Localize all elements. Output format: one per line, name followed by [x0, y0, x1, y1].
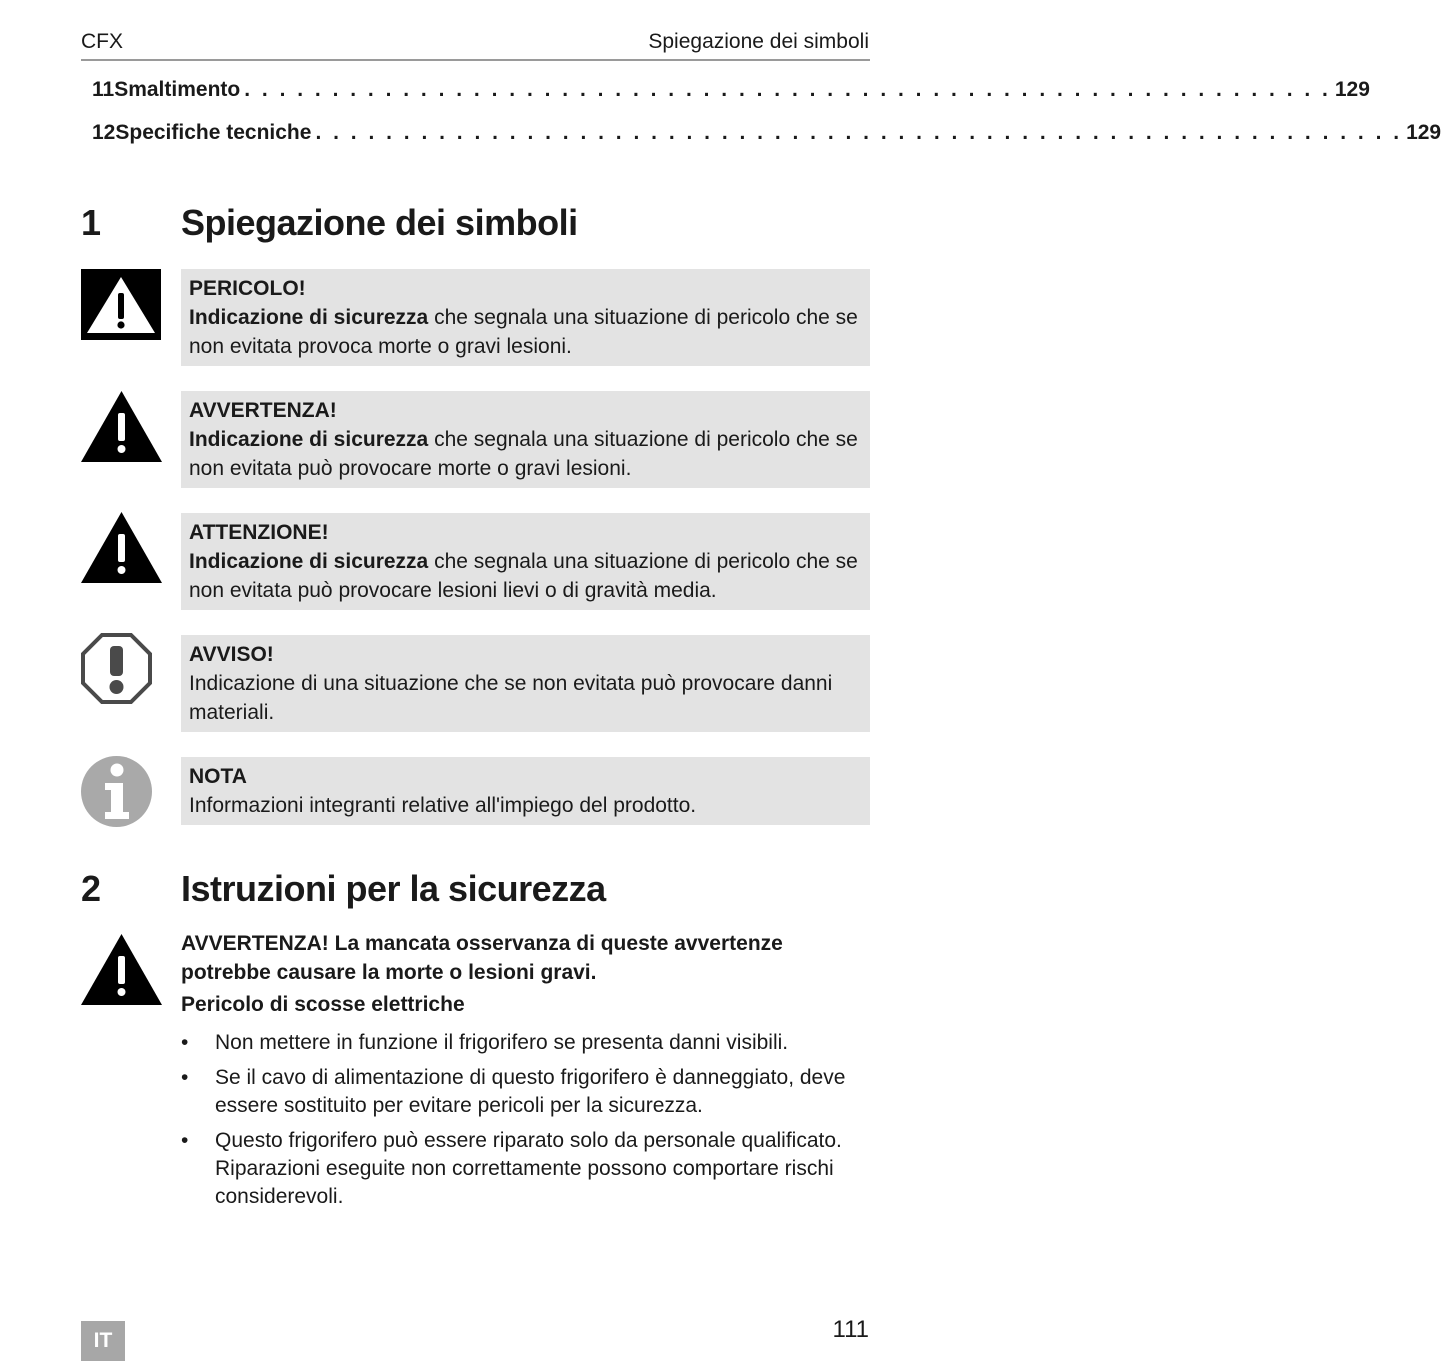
running-header-right: Spiegazione dei simboli	[648, 30, 869, 53]
header-rule	[81, 59, 870, 61]
toc-entry-title: Specifiche tecniche	[115, 121, 312, 144]
toc-entry-number: 12	[92, 121, 116, 144]
info-circle-icon	[81, 756, 152, 827]
warning-triangle-icon	[81, 934, 162, 1005]
note-box	[181, 757, 870, 825]
notice-text: Indicazione di sicurezza che segnala una situazione di pericolo che se non evitata può provocare morte o gravi lesioni.	[189, 428, 858, 480]
section-title: Spiegazione dei simboli	[181, 202, 578, 243]
toc-entry-title: Smaltimento	[114, 78, 241, 101]
notice-text: Indicazione di sicurezza che segnala una situazione di pericolo che se non evitata può provocare lesioni lievi o di gravità media.	[189, 550, 858, 602]
running-header-left: CFX	[81, 30, 123, 53]
language-tag: IT	[81, 1321, 125, 1361]
section-number: 1	[81, 202, 102, 243]
toc-leader-dots: . . . . . . . . . . . . . . . . . . . . . . . . . . . . . . . . . . . . . . . . . . . . . . . . . . . . . . . . . . . . . .	[315, 121, 1403, 144]
safety-warning-heading: AVVERTENZA! La mancata osservanza di queste avvertenze potrebbe causare la morte o lesioni gravi.	[181, 932, 783, 984]
notice-octagon-icon	[81, 633, 152, 704]
notice-title: AVVERTENZA!	[189, 399, 337, 422]
notice-text: Indicazione di una situazione che se non evitata può provocare danni materiali.	[189, 672, 833, 724]
list-item: • Questo frigorifero può essere riparato solo da personale qualificato. Riparazioni eseguite non correttamente possono comportare rischi considerevoli.	[181, 1127, 870, 1211]
toc-entry-page: 129	[1334, 78, 1370, 101]
section-number: 2	[81, 868, 102, 909]
warning-triangle-icon	[81, 391, 162, 462]
danger-square-icon	[81, 269, 161, 340]
toc-entry[interactable]	[81, 121, 1441, 151]
toc-leader-dots: . . . . . . . . . . . . . . . . . . . . . . . . . . . . . . . . . . . . . . . . . . . . . . . . . . . . . . . . . . . . . .	[244, 78, 1331, 101]
toc-entry[interactable]	[81, 78, 1370, 108]
warning-notice-box	[181, 391, 870, 488]
page-number: 111	[832, 1316, 869, 1343]
notice-title: ATTENZIONE!	[189, 521, 329, 544]
list-item: • Non mettere in funzione il frigorifero se presenta danni visibili.	[181, 1029, 870, 1057]
list-item: • Se il cavo di alimentazione di questo frigorifero è danneggiato, deve essere sostituito per evitare pericoli per la sicurezza.	[181, 1064, 870, 1120]
caution-triangle-icon	[81, 512, 162, 583]
subheading: Pericolo di scosse elettriche	[181, 993, 465, 1016]
section-title: Istruzioni per la sicurezza	[181, 868, 606, 909]
toc-entry-number: 11	[92, 78, 115, 101]
notice-text: Indicazione di sicurezza che segnala una situazione di pericolo che se non evitata provoca morte o gravi lesioni.	[189, 306, 858, 358]
toc-entry-page: 129	[1406, 121, 1441, 144]
notice-title: PERICOLO!	[189, 277, 306, 300]
danger-notice-box	[181, 269, 870, 366]
notice-title: NOTA	[189, 765, 247, 788]
safety-bullet-list	[181, 1029, 870, 1218]
notice-box	[181, 635, 870, 732]
notice-title: AVVISO!	[189, 643, 274, 666]
caution-notice-box	[181, 513, 870, 610]
notice-text: Informazioni integranti relative all'impiego del prodotto.	[189, 794, 697, 817]
